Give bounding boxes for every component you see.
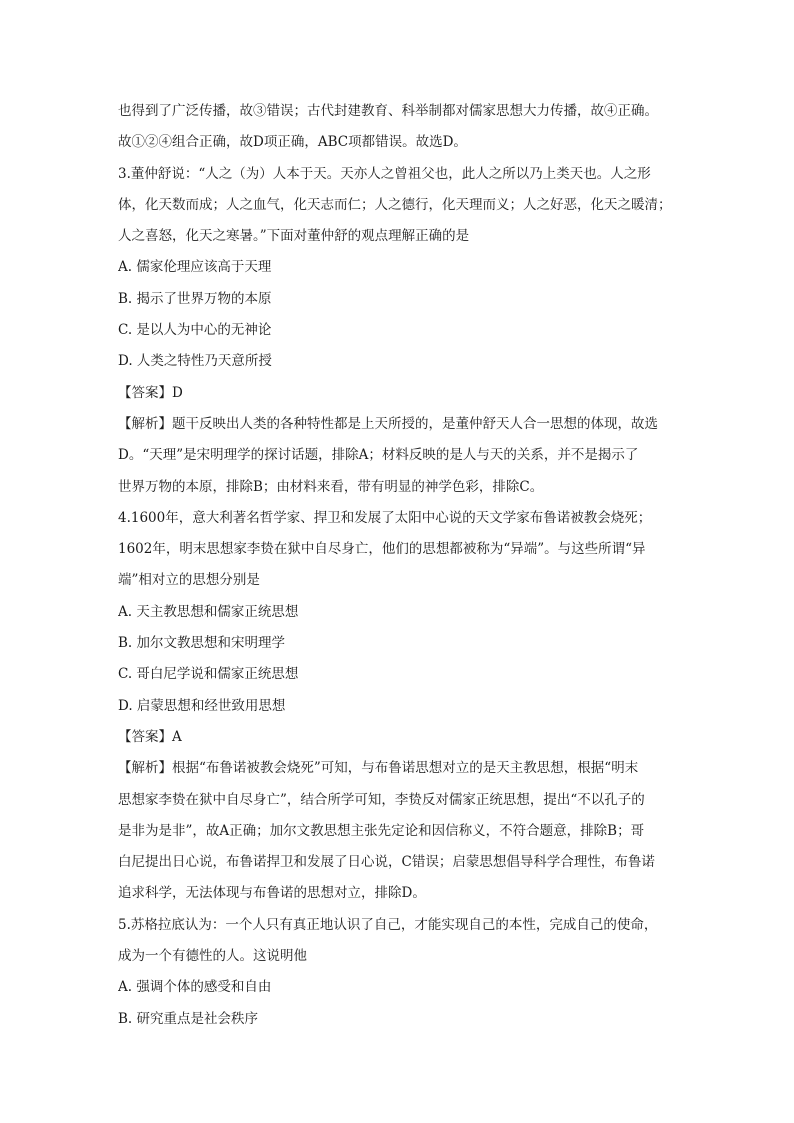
question-4-analysis: 【解析】根据“布鲁诺被教会烧死”可知，与布鲁诺思想对立的是天主教思想，根据“明末 bbox=[118, 760, 639, 777]
question-4-stem: 1602年，明末思想家李贽在狱中自尽身亡，他们的思想都被称为“异端”。与这些所谓“异 bbox=[118, 541, 646, 558]
question-4-analysis: 追求科学，无法体现与布鲁诺的思想对立，排除D。 bbox=[118, 885, 426, 902]
question-5-option-a: A. 强调个体的感受和自由 bbox=[118, 979, 272, 996]
question-3-option-c: C. 是以人为中心的无神论 bbox=[118, 322, 272, 339]
text-line: 也得到了广泛传播，故③错误；古代封建教育、科举制都对儒家思想大力传播，故④正确。 bbox=[118, 103, 658, 119]
question-4-option-c: C. 哥白尼学说和儒家正统思想 bbox=[118, 666, 299, 683]
question-4-stem: 端”相对立的思想分别是 bbox=[118, 572, 260, 589]
question-4-stem: 4.1600年，意大利著名哲学家、捍卫和发展了太阳中心说的天文学家布鲁诺被教会烧死； bbox=[118, 509, 652, 526]
question-5-stem: 成为一个有德性的人。这说明他 bbox=[118, 948, 307, 965]
question-3-stem: 3.董仲舒说：“人之（为）人本于天。天亦人之曾祖父也，此人之所以乃上类天也。人之形 bbox=[118, 165, 651, 182]
question-3-analysis: 【解析】题干反映出人类的各种特性都是上天所授的，是董仲舒天人合一思想的体现，故选 bbox=[118, 415, 658, 432]
question-4-analysis: 思想家李贽在狱中自尽身亡”，结合所学可知，李贽反对儒家正统思想，提出“不以孔子的 bbox=[118, 791, 645, 808]
question-3-option-a: A. 儒家伦理应该高于天理 bbox=[118, 259, 272, 276]
question-4-analysis: 是非为是非”，故A正确；加尔文教思想主张先定论和因信称义，不符合题意，排除B；哥 bbox=[118, 822, 645, 839]
text-line: 故①②④组合正确，故D项正确，ABC项都错误。故选D。 bbox=[118, 134, 467, 151]
question-3-option-b: B. 揭示了世界万物的本原 bbox=[118, 290, 272, 307]
question-3-analysis: 世界万物的本原，排除B；由材料来看，带有明显的神学色彩，排除C。 bbox=[118, 478, 544, 495]
question-4-option-b: B. 加尔文教思想和宋明理学 bbox=[118, 635, 286, 652]
question-4-answer: 【答案】A bbox=[118, 728, 182, 745]
question-3-option-d: D. 人类之特性乃天意所授 bbox=[118, 353, 272, 370]
question-3-stem: 人之喜怒，化天之寒暑。”下面对董仲舒的观点理解正确的是 bbox=[118, 228, 470, 245]
question-3-analysis: D。“天理”是宋明理学的探讨话题，排除A；材料反映的是人与天的关系，并不是揭示了 bbox=[118, 447, 639, 464]
question-3-stem: 体，化天数而成；人之血气，化天志而仁；人之德行，化天理而义；人之好恶，化天之暖清； bbox=[118, 196, 672, 213]
question-4-option-d: D. 启蒙思想和经世致用思想 bbox=[118, 697, 286, 714]
question-4-analysis: 白尼提出日心说，布鲁诺捍卫和发展了日心说，C错误；启蒙思想倡导科学合理性，布鲁诺 bbox=[118, 854, 655, 871]
question-5-stem: 5.苏格拉底认为：一个人只有真正地认识了自己，才能实现自己的本性，完成自己的使命， bbox=[118, 916, 658, 933]
question-4-option-a: A. 天主教思想和儒家正统思想 bbox=[118, 603, 299, 620]
document-page bbox=[118, 96, 688, 1035]
question-5-option-b: B. 研究重点是社会秩序 bbox=[118, 1010, 259, 1027]
question-3-answer: 【答案】D bbox=[118, 384, 183, 401]
